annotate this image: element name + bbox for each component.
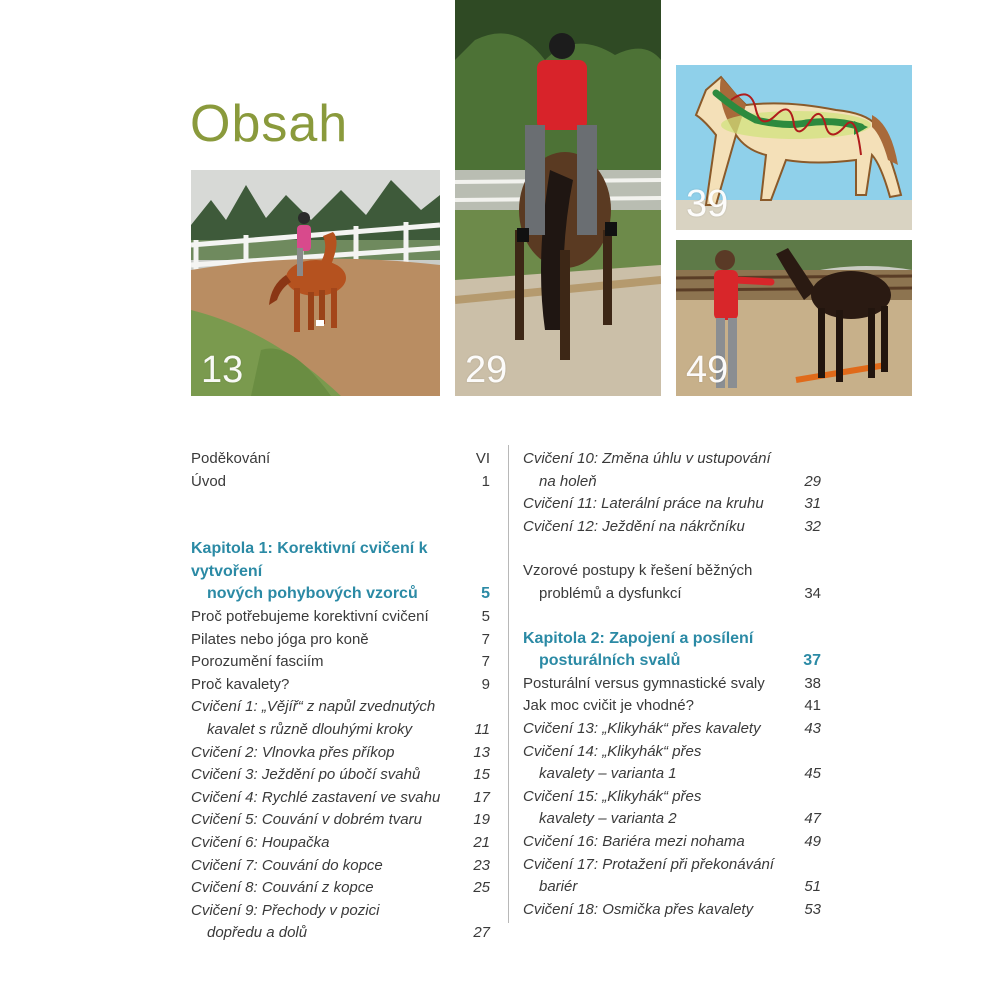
toc-entry-page: 37 [803, 652, 821, 670]
toc-entry-title-cont: bariér [539, 878, 578, 896]
toc-entry-title: Cvičení 13: „Klikyhák“ přes kavalety [523, 719, 761, 737]
toc-entry-page: 38 [804, 674, 821, 692]
toc-entry-title: Cvičení 16: Bariéra mezi nohama [523, 832, 745, 850]
toc-entry-title-cont: nových pohybových vzorců [207, 585, 418, 603]
toc-entry-title: Cvičení 18: Osmička přes kavalety [523, 900, 754, 918]
toc-chapter-heading[interactable] [523, 628, 821, 673]
toc-exercise-entry[interactable] [191, 809, 490, 832]
toc-entry-title: Cvičení 3: Ježdění po úbočí svahů [191, 766, 421, 784]
toc-entry[interactable] [191, 606, 490, 629]
photo-groundwork [676, 240, 912, 396]
toc-exercise-entry[interactable] [523, 831, 821, 854]
toc-entry-title-cont: posturálních svalů [539, 652, 681, 670]
toc-entry-page: 9 [481, 675, 490, 693]
toc-exercise-entry[interactable] [523, 854, 821, 899]
toc-entry-page: 21 [473, 833, 490, 851]
toc-exercise-entry[interactable] [523, 741, 821, 786]
toc-entry-title: Proč kavalety? [191, 675, 290, 693]
toc-entry-title: Cvičení 15: „Klikyhák“ přes [523, 787, 702, 805]
page-title: Obsah [190, 95, 349, 153]
toc-entry-title: Cvičení 8: Couvání z kopce [191, 879, 374, 897]
toc-entry-page: 5 [481, 607, 490, 625]
toc-entry[interactable] [523, 673, 821, 696]
photo-downhill-rider [191, 170, 440, 396]
toc-entry-page: 31 [804, 495, 821, 513]
toc-entry-title: Cvičení 9: Přechody v pozici [191, 901, 380, 919]
column-divider [508, 445, 509, 923]
toc-entry-title: Úvod [191, 472, 227, 490]
toc-entry-page: 51 [804, 878, 821, 896]
toc-exercise-entry[interactable] [191, 742, 490, 765]
photo-rider-back [455, 0, 661, 396]
toc-entry-page: 1 [481, 472, 490, 490]
toc-exercise-entry[interactable] [523, 899, 821, 922]
toc-entry-page: 49 [804, 832, 821, 850]
toc-entry-title: Cvičení 14: „Klikyhák“ přes [523, 742, 702, 760]
toc-entry-page: 7 [481, 653, 490, 671]
toc-entry-title: Cvičení 2: Vlnovka přes příkop [191, 743, 395, 761]
toc-entry-page: 15 [473, 766, 490, 784]
toc-entry[interactable] [191, 471, 490, 494]
toc-entry-title: Proč potřebujeme korektivní cvičení [191, 607, 429, 625]
toc-entry-title: Cvičení 7: Couvání do kopce [191, 856, 383, 874]
toc-entry-title-cont: problémů a dysfunkcí [539, 584, 682, 602]
toc-entry-title-cont: dopředu a dolů [207, 924, 308, 942]
toc-entry-title: Vzorové postupy k řešení běžných [523, 562, 753, 580]
toc-entry-title-cont: kavalet s různě dlouhými kroky [207, 720, 413, 738]
toc-entry-title: Pilates nebo jóga pro koně [191, 630, 369, 648]
toc-entry-page: 23 [473, 856, 490, 874]
toc-entry-title: Cvičení 12: Ježdění na nákrčníku [523, 517, 745, 535]
toc-entry-title: Kapitola 1: Korektivní cvičení k vytvoření [191, 540, 428, 580]
toc-chapter-heading[interactable] [191, 538, 490, 606]
toc-exercise-entry[interactable] [191, 855, 490, 878]
toc-entry-page: 41 [804, 697, 821, 715]
toc-entry[interactable] [191, 651, 490, 674]
toc-right-column [523, 448, 821, 921]
toc-entry-title: Cvičení 10: Změna úhlu v ustupování [523, 450, 771, 467]
toc-entry-title: Jak moc cvičit je vhodné? [523, 697, 694, 715]
toc-entry-page: VI [475, 450, 490, 467]
toc-entry-title: Cvičení 5: Couvání v dobrém tvaru [191, 811, 422, 829]
photo-page-number: 49 [686, 349, 729, 391]
toc-entry[interactable] [191, 674, 490, 697]
toc-entry-page: 13 [473, 743, 490, 761]
toc-exercise-entry[interactable] [191, 696, 490, 741]
toc-entry[interactable] [191, 629, 490, 652]
toc-exercise-entry[interactable] [523, 448, 821, 493]
toc-entry-page: 17 [473, 788, 490, 806]
toc-entry-title: Poděkování [191, 450, 271, 467]
toc-entry-title: Porozumění fasciím [191, 653, 324, 671]
toc-entry-title: Posturální versus gymnastické svaly [523, 674, 765, 692]
toc-entry-page: 25 [473, 879, 490, 897]
toc-entry-title: Cvičení 6: Houpačka [191, 833, 330, 851]
toc-entry-page: 27 [473, 924, 490, 942]
toc-exercise-entry[interactable] [523, 786, 821, 831]
toc-exercise-entry[interactable] [191, 787, 490, 810]
toc-entry-title-cont: kavalety – varianta 1 [539, 765, 677, 783]
toc-entry-page: 47 [804, 810, 821, 828]
toc-left-column [191, 448, 490, 945]
toc-entry-page: 19 [473, 811, 490, 829]
toc-entry-title-cont: na holeň [539, 472, 597, 490]
toc-entry-page: 11 [474, 720, 490, 738]
toc-entry-title: Cvičení 11: Laterální práce na kruhu [523, 495, 764, 513]
toc-exercise-entry[interactable] [191, 900, 490, 945]
toc-entry-page: 7 [481, 630, 490, 648]
photo-page-number: 13 [201, 349, 244, 391]
toc-entry[interactable] [191, 448, 490, 471]
toc-entry-page: 34 [804, 584, 821, 602]
photo-page-number: 39 [686, 183, 729, 225]
toc-exercise-entry[interactable] [191, 832, 490, 855]
toc-entry-page: 43 [804, 719, 821, 737]
toc-entry-page: 5 [481, 585, 490, 603]
toc-exercise-entry[interactable] [523, 493, 821, 516]
toc-entry-page: 53 [804, 900, 821, 918]
toc-exercise-entry[interactable] [191, 877, 490, 900]
toc-exercise-entry[interactable] [523, 718, 821, 741]
toc-entry[interactable] [523, 560, 821, 605]
toc-entry-title: Cvičení 17: Protažení při překonávání [523, 855, 774, 873]
toc-entry-title: Cvičení 1: „Vějíř“ z napůl zvednutých [191, 698, 436, 716]
toc-entry-title: Cvičení 4: Rychlé zastavení ve svahu [191, 788, 441, 806]
illustration-horse-spine [676, 65, 912, 230]
toc-entry-title-cont: kavalety – varianta 2 [539, 810, 677, 828]
toc-entry-page: 29 [804, 472, 821, 490]
toc-entry-page: 32 [804, 517, 821, 535]
toc-entry-title: Kapitola 2: Zapojení a posílení [523, 629, 754, 647]
toc-exercise-entry[interactable] [191, 764, 490, 787]
toc-exercise-entry[interactable] [523, 516, 821, 539]
toc-entry-page: 45 [804, 765, 821, 783]
photo-page-number: 29 [465, 349, 508, 391]
toc-entry[interactable] [523, 695, 821, 718]
